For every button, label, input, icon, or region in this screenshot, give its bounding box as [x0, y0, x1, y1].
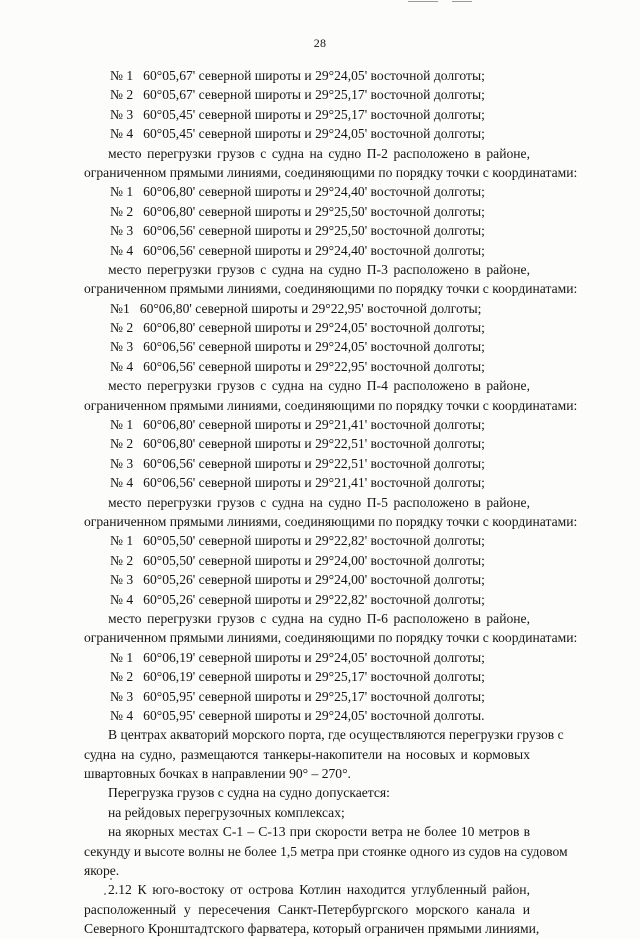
point-coordinates: 60°05,50' северной широты и 29°22,82' восточной долготы;	[143, 533, 485, 549]
point-number: № 2	[110, 320, 134, 336]
point-coordinates: 60°06,80' северной широты и 29°22,95' восточной долготы;	[139, 300, 482, 316]
point-coordinates: 60°05,95' северной широты и 29°25,17' восточной долготы;	[143, 688, 485, 704]
paragraph-p5-line: место перегрузки грузов с судна на судно П-5 расположено в районе,	[108, 494, 530, 510]
coordinate-point	[108, 182, 530, 201]
point-coordinates: 60°06,80' северной широты и 29°22,51' восточной долготы;	[143, 436, 485, 452]
document-body	[84, 66, 578, 939]
anchor-paragraph-line: якоре.	[84, 863, 120, 879]
section-2-12-line: расположенный у пересечения Санкт-Петербургского морского канала и	[84, 901, 530, 917]
paragraph-p5-line: ограниченном прямыми линиями, соединяющими по порядку точки с координатами:	[84, 513, 578, 529]
point-number: № 2	[110, 87, 134, 103]
coordinate-point	[108, 105, 530, 124]
coordinate-point	[108, 318, 530, 337]
coordinate-point	[108, 667, 530, 686]
scan-speck	[110, 878, 112, 880]
paragraph-p2-line: ограниченном прямыми линиями, соединяющими по порядку точки с координатами:	[84, 164, 578, 180]
coordinate-point	[108, 473, 530, 492]
roadstead-item: на рейдовых перегрузочных комплексах;	[108, 804, 345, 820]
paragraph-p4-line: ограниченном прямыми линиями, соединяющими по порядку точки с координатами:	[84, 397, 578, 413]
coordinate-list	[108, 299, 530, 377]
point-number: № 4	[110, 591, 134, 607]
coordinate-point	[108, 357, 530, 376]
coordinate-list	[108, 415, 530, 493]
paragraph-p3-line: место перегрузки грузов с судна на судно П-3 расположено в районе,	[108, 261, 530, 277]
coordinate-point	[108, 454, 530, 473]
point-number: № 1	[110, 533, 134, 549]
scan-edge-mark	[408, 1, 438, 2]
point-coordinates: 60°05,45' северной широты и 29°24,05' восточной долготы;	[143, 126, 485, 142]
point-coordinates: 60°06,80' северной широты и 29°21,41' восточной долготы;	[143, 417, 485, 433]
section-2-12-line: Северного Кронштадтского фарватера, который ограничен прямыми линиями,	[84, 921, 540, 937]
point-coordinates: 60°06,19' северной широты и 29°24,05' восточной долготы;	[143, 649, 485, 665]
point-coordinates: 60°06,56' северной широты и 29°22,51' восточной долготы;	[143, 455, 485, 471]
coordinate-point	[108, 648, 530, 667]
coordinate-point	[108, 124, 530, 143]
point-coordinates: 60°06,56' северной широты и 29°21,41' восточной долготы;	[143, 475, 485, 491]
point-number: № 3	[110, 455, 134, 471]
coordinate-point	[108, 434, 530, 453]
anchor-paragraph-line: секунду и высоте волны не более 1,5 метра при стоянке одного из судов на судовом	[84, 843, 568, 859]
coordinate-point	[108, 570, 530, 589]
coordinate-point	[108, 202, 530, 221]
point-number: № 3	[110, 223, 134, 239]
section-2-12-line: 2.12 К юго-востоку от острова Котлин находится углубленный район,	[108, 882, 530, 898]
coordinate-point	[108, 299, 530, 318]
point-coordinates: 60°06,56' северной широты и 29°24,40' восточной долготы;	[143, 242, 485, 258]
paragraph-p6-line: место перегрузки грузов с судна на судно П-6 расположено в районе,	[108, 610, 530, 626]
point-coordinates: 60°06,80' северной широты и 29°25,50' восточной долготы;	[143, 203, 485, 219]
point-number: № 2	[110, 436, 134, 452]
centers-paragraph-line: судна на судно, размещаются танкеры-накопители на носовых и кормовых	[84, 746, 530, 762]
point-coordinates: 60°06,56' северной широты и 29°22,95' восточной долготы;	[143, 358, 485, 374]
point-coordinates: 60°06,56' северной широты и 29°25,50' восточной долготы;	[143, 223, 485, 239]
point-number: №1	[110, 300, 130, 316]
coordinate-point	[108, 531, 530, 550]
coordinate-point	[108, 241, 530, 260]
point-number: № 3	[110, 688, 134, 704]
coordinate-list	[108, 531, 530, 609]
point-number: № 2	[110, 552, 134, 568]
page-number: 28	[313, 36, 327, 50]
centers-paragraph-line: В центрах акваторий морского порта, где осуществляются перегрузки грузов с	[108, 727, 564, 743]
scan-edge-mark	[452, 1, 472, 2]
point-number: № 3	[110, 106, 134, 122]
point-coordinates: 60°05,67' северной широты и 29°25,17' восточной долготы;	[143, 87, 485, 103]
point-coordinates: 60°06,19' северной широты и 29°25,17' восточной долготы;	[143, 669, 485, 685]
point-coordinates: 60°05,50' северной широты и 29°24,00' восточной долготы;	[143, 552, 485, 568]
point-coordinates: 60°06,80' северной широты и 29°24,40' восточной долготы;	[143, 184, 485, 200]
allowed-heading: Перегрузка грузов с судна на судно допускается:	[108, 785, 390, 801]
point-number: № 3	[110, 339, 134, 355]
point-number: № 4	[110, 475, 134, 491]
point-number: № 1	[110, 417, 134, 433]
coordinate-point	[108, 551, 530, 570]
point-number: № 1	[110, 649, 134, 665]
coordinate-point	[108, 85, 530, 104]
paragraph-p2-line: место перегрузки грузов с судна на судно П-2 расположено в районе,	[108, 145, 530, 161]
point-number: № 3	[110, 572, 134, 588]
point-number: № 4	[110, 242, 134, 258]
coordinate-list	[108, 648, 530, 726]
scan-speck	[104, 893, 106, 895]
coordinate-list	[108, 182, 530, 260]
point-coordinates: 60°06,56' северной широты и 29°24,05' восточной долготы;	[143, 339, 485, 355]
anchor-paragraph-line: на якорных местах С-1 – С-13 при скорости ветра не более 10 метров в	[108, 824, 530, 840]
coordinate-point	[108, 415, 530, 434]
point-number: № 4	[110, 126, 134, 142]
centers-paragraph-line: швартовных бочках в направлении 90° – 270°.	[84, 766, 351, 782]
coordinate-point	[108, 66, 530, 85]
point-coordinates: 60°06,80' северной широты и 29°24,05' восточной долготы;	[143, 320, 485, 336]
paragraph-p6-line: ограниченном прямыми линиями, соединяющими по порядку точки с координатами:	[84, 630, 578, 646]
point-number: № 4	[110, 707, 134, 723]
paragraph-p4-line: место перегрузки грузов с судна на судно П-4 расположено в районе,	[108, 378, 530, 394]
point-coordinates: 60°05,45' северной широты и 29°25,17' восточной долготы;	[143, 106, 485, 122]
coordinate-point	[108, 221, 530, 240]
coordinate-point	[108, 337, 530, 356]
point-number: № 1	[110, 184, 134, 200]
point-coordinates: 60°05,26' северной широты и 29°24,00' восточной долготы;	[143, 572, 485, 588]
coordinate-point	[108, 706, 530, 725]
point-number: № 1	[110, 68, 134, 83]
point-number: № 2	[110, 203, 134, 219]
point-number: № 4	[110, 358, 134, 374]
point-number: № 2	[110, 669, 134, 685]
point-coordinates: 60°05,67' северной широты и 29°24,05' восточной долготы;	[143, 68, 485, 83]
point-coordinates: 60°05,95' северной широты и 29°24,05' восточной долготы.	[143, 707, 485, 723]
coordinate-point	[108, 687, 530, 706]
point-coordinates: 60°05,26' северной широты и 29°22,82' восточной долготы;	[143, 591, 485, 607]
paragraph-p3-line: ограниченном прямыми линиями, соединяющими по порядку точки с координатами:	[84, 281, 578, 297]
coordinate-point	[108, 590, 530, 609]
coordinate-list	[108, 66, 530, 144]
